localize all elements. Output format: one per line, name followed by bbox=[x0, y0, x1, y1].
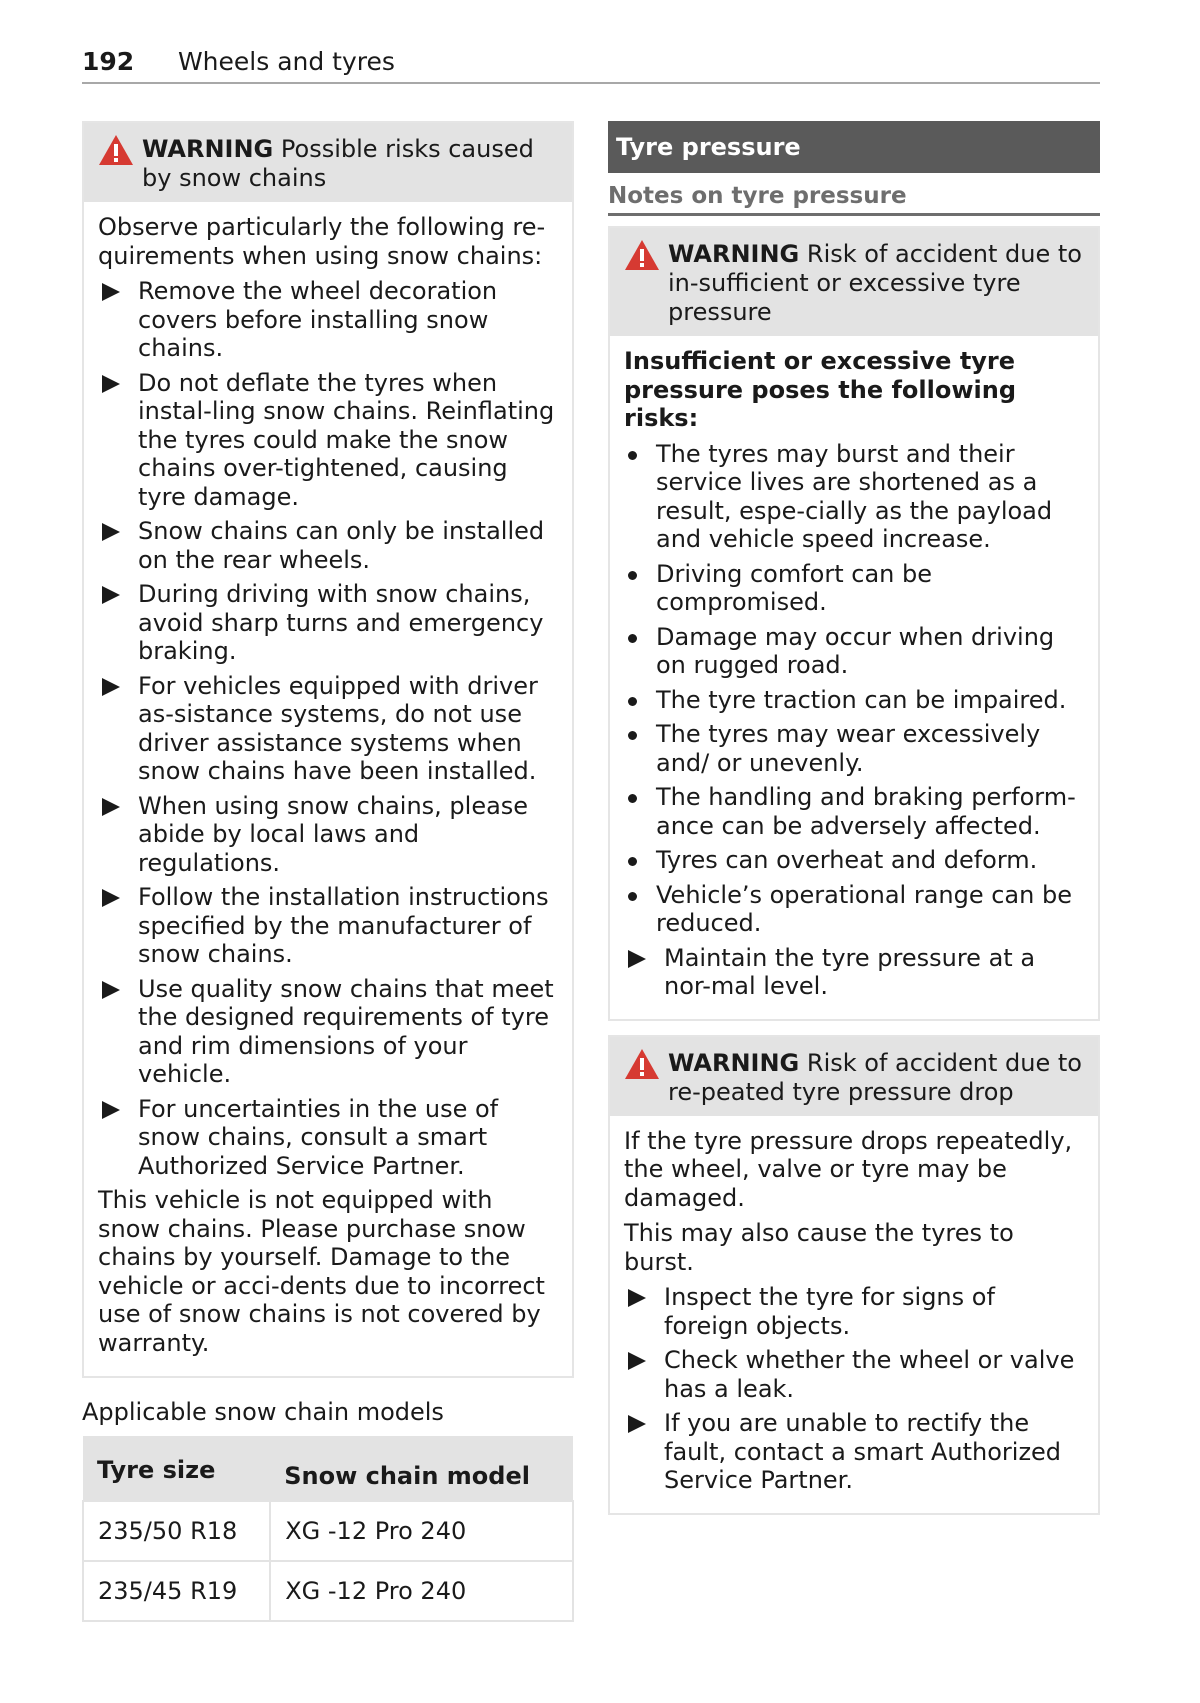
warning-triangle-icon bbox=[98, 134, 134, 166]
warning-body bbox=[610, 336, 1098, 1019]
snow-chain-table bbox=[82, 1436, 574, 1622]
list-item: Check whether the wheel or valve has a leak. bbox=[624, 1346, 1084, 1403]
warning-title: Risk of accident due to in-sufficient or excessive tyre pressure bbox=[668, 240, 1082, 326]
list-item: For vehicles equipped with driver as-sistance systems, do not use driver assistance systems when snow chains have been installed. bbox=[98, 672, 558, 786]
left-column bbox=[82, 121, 574, 1622]
action-list bbox=[624, 944, 1084, 1001]
table-cell: 235/50 R18 bbox=[83, 1501, 270, 1561]
list-item: Use quality snow chains that meet the designed requirements of tyre and rim dimensions of your vehicle. bbox=[98, 975, 558, 1089]
table-header-row bbox=[83, 1436, 573, 1501]
list-item: Remove the wheel decoration covers before installing snow chains. bbox=[98, 277, 558, 363]
warning-paragraph: This may also cause the tyres to burst. bbox=[624, 1219, 1014, 1276]
list-item: For uncertainties in the use of snow chains, consult a smart Authorized Service Partner. bbox=[98, 1095, 558, 1181]
warning-header bbox=[610, 1037, 1098, 1116]
column-header: Snow chain model bbox=[270, 1436, 573, 1501]
pressure-drop-warning-box bbox=[608, 1035, 1100, 1515]
list-item: Maintain the tyre pressure at a nor-mal level. bbox=[624, 944, 1084, 1001]
list-item: Snow chains can only be installed on the rear wheels. bbox=[98, 517, 558, 574]
warning-keyword: WARNING bbox=[668, 240, 800, 268]
list-item: Do not deflate the tyres when instal-ling snow chains. Reinflating the tyres could make the snow chains over-tightened, causing tyre damage. bbox=[98, 369, 558, 512]
list-item: Driving comfort can be compromised. bbox=[624, 560, 1084, 617]
table-cell: XG -12 Pro 240 bbox=[270, 1501, 573, 1561]
table-cell: 235/45 R19 bbox=[83, 1561, 270, 1621]
table-row bbox=[83, 1501, 573, 1561]
action-list bbox=[624, 1283, 1084, 1495]
warning-title: Risk of accident due to re-peated tyre pressure drop bbox=[668, 1048, 1082, 1106]
warning-outro: This vehicle is not equipped with snow chains. Please purchase snow chains by yourself. Damage to the vehicle or acci-dents due to incorrect use of snow chains is not covered by warranty. bbox=[98, 1186, 545, 1357]
warning-keyword: WARNING bbox=[668, 1048, 800, 1077]
warning-triangle-icon bbox=[624, 239, 660, 271]
table-caption: Applicable snow chain models bbox=[82, 1398, 444, 1426]
warning-intro: Observe particularly the following re-quirements when using snow chains: bbox=[98, 213, 546, 270]
warning-body bbox=[610, 1116, 1098, 1513]
column-header: Tyre size bbox=[83, 1436, 270, 1501]
page-number: 192 bbox=[82, 47, 135, 76]
list-item: If you are unable to rectify the fault, contact a smart Authorized Service Partner. bbox=[624, 1409, 1084, 1495]
snow-chain-warning-box bbox=[82, 121, 574, 1378]
section-title: Tyre pressure bbox=[608, 121, 1100, 173]
table-cell: XG -12 Pro 240 bbox=[270, 1561, 573, 1621]
list-item: Tyres can overheat and deform. bbox=[624, 846, 1084, 875]
warning-title: Possible risks caused by snow chains bbox=[142, 135, 534, 192]
list-item: Damage may occur when driving on rugged road. bbox=[624, 623, 1084, 680]
list-item: The tyre traction can be impaired. bbox=[624, 686, 1084, 715]
chapter-title: Wheels and tyres bbox=[177, 47, 395, 76]
list-item: The tyres may burst and their service lives are shortened as a result, espe-cially as the payload and vehicle speed increase. bbox=[624, 440, 1084, 554]
list-item: Vehicle’s operational range can be reduced. bbox=[624, 881, 1084, 938]
warning-body bbox=[84, 202, 572, 1376]
warning-triangle-icon bbox=[624, 1048, 660, 1080]
warning-paragraph: If the tyre pressure drops repeatedly, the wheel, valve or tyre may be damaged. bbox=[624, 1126, 1073, 1212]
warning-header bbox=[610, 228, 1098, 336]
right-column bbox=[608, 121, 1100, 1515]
list-item: The handling and braking perform-ance can be adversely affected. bbox=[624, 783, 1084, 840]
list-item: The tyres may wear excessively and/ or unevenly. bbox=[624, 720, 1084, 777]
sub-heading: Notes on tyre pressure bbox=[608, 173, 1100, 216]
page-header bbox=[82, 44, 1100, 84]
list-item: Inspect the tyre for signs of foreign objects. bbox=[624, 1283, 1084, 1340]
instruction-list bbox=[98, 277, 558, 1180]
list-item: During driving with snow chains, avoid sharp turns and emergency braking. bbox=[98, 580, 558, 666]
list-item: Follow the installation instructions specified by the manufacturer of snow chains. bbox=[98, 883, 558, 969]
warning-keyword: WARNING bbox=[142, 135, 274, 163]
table-row bbox=[83, 1561, 573, 1621]
warning-header bbox=[84, 123, 572, 202]
tyre-pressure-warning-box bbox=[608, 226, 1100, 1021]
list-item: When using snow chains, please abide by local laws and regulations. bbox=[98, 792, 558, 878]
risk-list bbox=[624, 440, 1084, 938]
warning-lead: Insufficient or excessive tyre pressure poses the following risks: bbox=[624, 347, 1017, 432]
